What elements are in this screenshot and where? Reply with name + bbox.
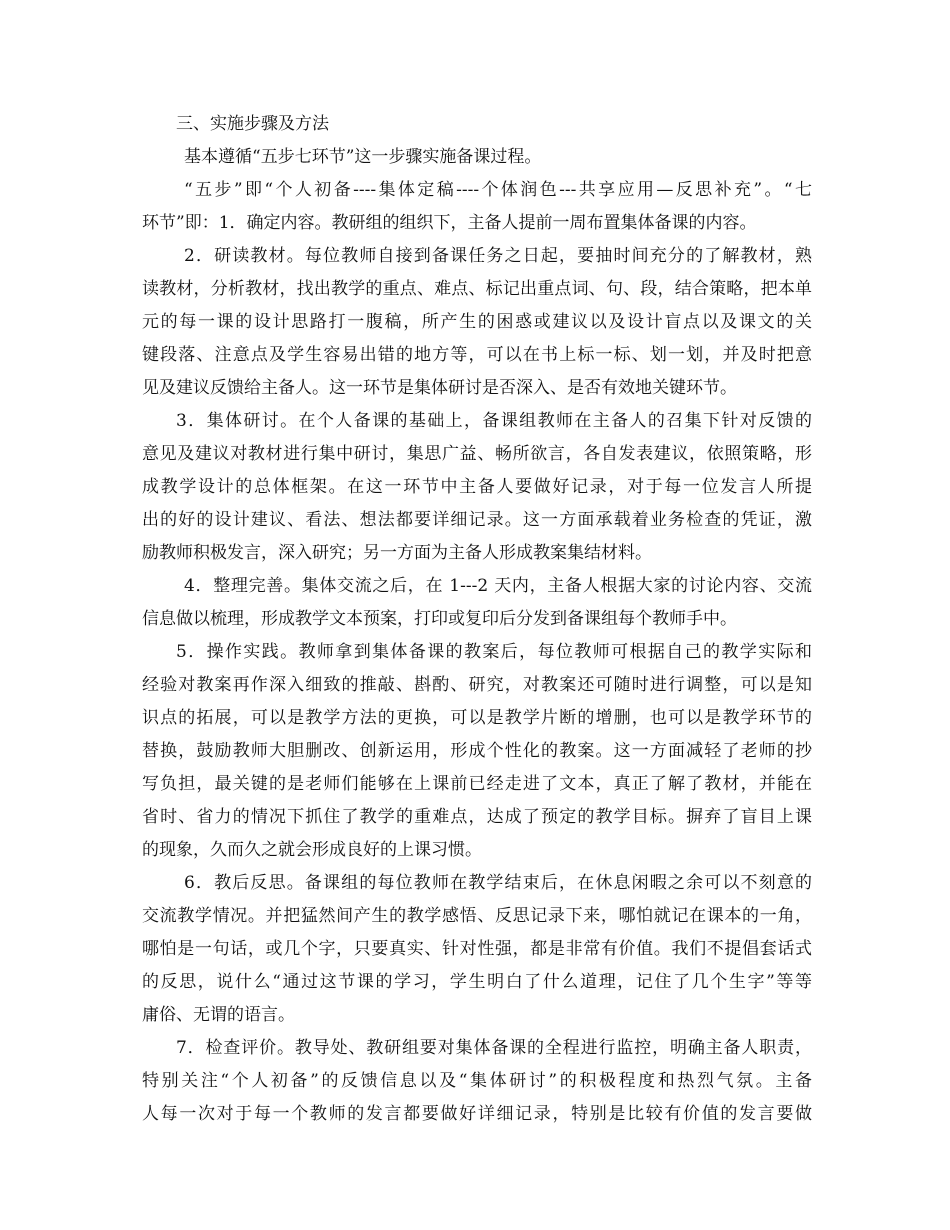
- text-line: 人每一次对于每一个教师的发言都要做好详细记录，特别是比较有价值的发言要做: [142, 1104, 812, 1124]
- text-line: 见及建议反馈给主备人。这一环节是集体研讨是否深入、是否有效地关键环节。: [142, 378, 737, 398]
- text-line: 交流教学情况。并把猛然间产生的教学感悟、反思记录下来，哪怕就记在课本的一角，: [142, 906, 812, 926]
- text-line: 信息做以梳理，形成教学文本预案，打印或复印后分发到备课组每个教师手中。: [142, 609, 737, 629]
- paragraph-step-2: [142, 240, 812, 405]
- paragraph-intro: [142, 141, 812, 174]
- text-line: 识点的拓展，可以是教学方法的更换，可以是教学片断的增删，也可以是教学环节的: [142, 708, 812, 728]
- text-line: 意见及建议对教材进行集中研讨，集思广益、畅所欲言，各自发表建议，依照策略，形: [142, 444, 812, 464]
- text-line: 经验对教案再作深入细致的推敲、斟酌、研究，对教案还可随时进行调整，可以是知: [142, 675, 812, 695]
- paragraph-five-steps: [142, 174, 812, 240]
- paragraph-step-5: [142, 636, 812, 867]
- text-line: 替换，鼓励教师大胆删改、创新运用，形成个性化的教案。这一方面减轻了老师的抄: [142, 741, 812, 761]
- text-line: 写负担，最关键的是老师们能够在上课前已经走进了文本，真正了解了教材，并能在: [142, 774, 812, 794]
- paragraph-step-6: [142, 867, 812, 1032]
- section-heading: 三、实施步骤及方法: [176, 114, 329, 134]
- text-line: 的现象，久而久之就会形成良好的上课习惯。: [142, 840, 482, 860]
- document-body: [142, 108, 812, 1131]
- paragraph-step-7: [142, 1032, 812, 1131]
- text-line: 基本遵循“五步七环节”这一步骤实施备课过程。: [184, 147, 542, 167]
- text-line: 元的每一课的设计思路打一腹稿，所产生的困惑或建议以及设计盲点以及课文的关: [142, 312, 812, 332]
- text-line: 出的好的设计建议、看法、想法都要详细记录。这一方面承载着业务检查的凭证，激: [142, 510, 812, 530]
- text-line: 成教学设计的总体框架。在这一环节中主备人要做好记录，对于每一位发言人所提: [142, 477, 812, 497]
- text-line: 2．研读教材。每位教师自接到备课任务之日起，要抽时间充分的了解教材，熟: [184, 246, 812, 266]
- text-line: 庸俗、无谓的语言。: [142, 1005, 295, 1025]
- text-line: 环节”即：1．确定内容。教研组的组织下，主备人提前一周布置集体备课的内容。: [142, 213, 757, 233]
- text-line: 5．操作实践。教师拿到集体备课的教案后，每位教师可根据自己的教学实际和: [176, 642, 812, 662]
- text-line: 4．整理完善。集体交流之后，在 1---2 天内，主备人根据大家的讨论内容、交流: [184, 576, 812, 596]
- text-line: 省时、省力的情况下抓住了教学的重难点，达成了预定的教学目标。摒弃了盲目上课: [142, 807, 812, 827]
- paragraph-step-3: [142, 405, 812, 570]
- text-line: 的反思，说什么“通过这节课的学习，学生明白了什么道理，记住了几个生字”等等: [142, 972, 812, 992]
- paragraph-step-4: [142, 570, 812, 636]
- text-line: “五步”即“个人初备----集体定稿----个体润色---共享应用—反思补充”。“七: [184, 180, 812, 200]
- text-line: 3．集体研讨。在个人备课的基础上，备课组教师在主备人的召集下针对反馈的: [176, 411, 812, 431]
- text-line: 6．教后反思。备课组的每位教师在教学结束后，在休息闲暇之余可以不刻意的: [184, 873, 812, 893]
- text-line: 特别关注“个人初备”的反馈信息以及“集体研讨”的积极程度和热烈气氛。主备: [142, 1071, 812, 1091]
- text-line: 键段落、注意点及学生容易出错的地方等，可以在书上标一标、划一划，并及时把意: [142, 345, 812, 365]
- text-line: 励教师积极发言，深入研究；另一方面为主备人形成教案集结材料。: [142, 543, 652, 563]
- text-line: 哪怕是一句话，或几个字，只要真实、针对性强，都是非常有价值。我们不提倡套话式: [142, 939, 812, 959]
- text-line: 读教材，分析教材，找出教学的重点、难点、标记出重点词、句、段，结合策略，把本单: [142, 279, 812, 299]
- text-line: 7．检查评价。教导处、教研组要对集体备课的全程进行监控，明确主备人职责，: [176, 1038, 812, 1058]
